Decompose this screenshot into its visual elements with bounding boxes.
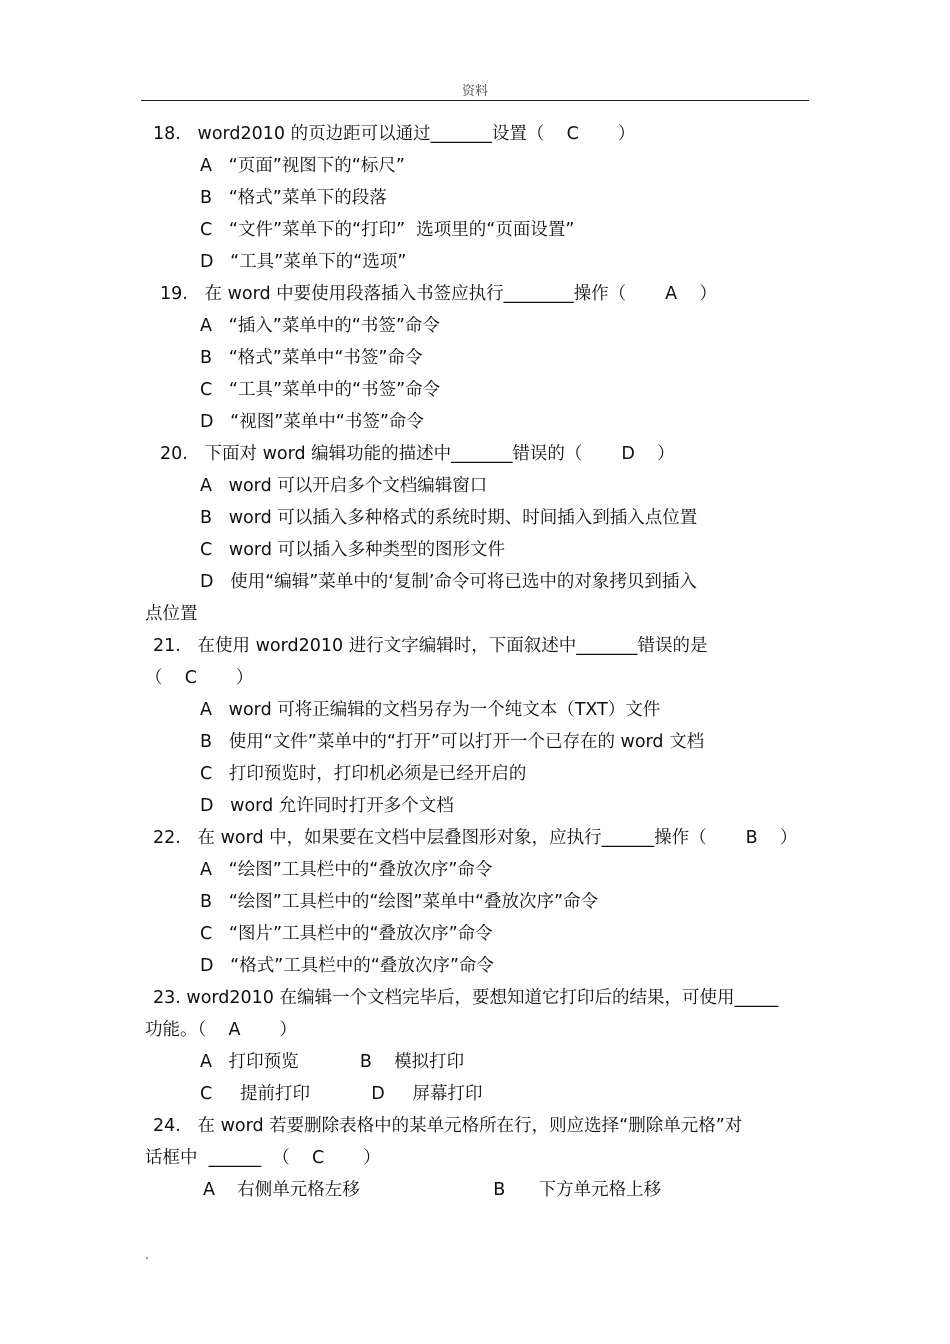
question-23-continued: 功能。（ A ） — [145, 1020, 297, 1040]
option-21-c: C 打印预览时，打印机必须是已经开启的 — [200, 764, 527, 784]
page-header: 资料 — [461, 84, 488, 99]
option-18-c: C “文件”菜单下的“打印” 选项里的“页面设置” — [200, 220, 575, 240]
question-18: 18. word2010 的页边距可以通过_______设置（ C ） — [153, 124, 636, 144]
option-18-a: A “页面”视图下的“标尺” — [200, 156, 405, 176]
option-20-b: B word 可以插入多种格式的系统时期、时间插入到插入点位置 — [200, 508, 698, 528]
option-22-c: C “图片”工具栏中的“叠放次序”命令 — [200, 924, 493, 944]
option-20-d: D 使用“编辑”菜单中的‘复制’命令可将已选中的对象拷贝到插入 — [200, 572, 697, 592]
question-24-continued: 话框中 ______ （ C ） — [145, 1148, 381, 1168]
option-20-a: A word 可以开启多个文档编辑窗口 — [200, 476, 488, 496]
option-22-a: A “绘图”工具栏中的“叠放次序”命令 — [200, 860, 493, 880]
option-20-d-continued: 点位置 — [145, 604, 198, 624]
option-22-d: D “格式”工具栏中的“叠放次序”命令 — [200, 956, 494, 976]
option-21-a: A word 可将正编辑的文档另存为一个纯文本（TXT）文件 — [200, 700, 661, 720]
options-24-ab: A 右侧单元格左移 B 下方单元格上移 — [203, 1180, 662, 1200]
option-21-d: D word 允许同时打开多个文档 — [200, 796, 454, 816]
header-rule — [141, 100, 809, 101]
option-22-b: B “绘图”工具栏中的“绘图”菜单中“叠放次序”命令 — [200, 892, 599, 912]
footer-mark: . — [145, 1248, 149, 1262]
option-20-c: C word 可以插入多种类型的图形文件 — [200, 540, 505, 560]
option-21-b: B 使用“文件”菜单中的“打开”可以打开一个已存在的 word 文档 — [200, 732, 705, 752]
option-19-b: B “格式”菜单中“书签”命令 — [200, 348, 423, 368]
question-19: 19. 在 word 中要使用段落插入书签应执行________操作（ A ） — [160, 284, 717, 304]
option-18-d: D “工具”菜单下的“选项” — [200, 252, 407, 272]
question-21-answer: （ C ） — [145, 668, 254, 688]
options-23-ab: A 打印预览 B 模拟打印 — [200, 1052, 465, 1072]
question-23: 23. word2010 在编辑一个文档完毕后，要想知道它打印后的结果，可使用_____ — [153, 988, 779, 1008]
option-19-d: D “视图”菜单中“书签”命令 — [200, 412, 424, 432]
option-19-a: A “插入”菜单中的“书签”命令 — [200, 316, 440, 336]
options-23-cd: C 提前打印 D 屏幕打印 — [200, 1084, 483, 1104]
option-19-c: C “工具”菜单中的“书签”命令 — [200, 380, 441, 400]
question-22: 22. 在 word 中，如果要在文档中层叠图形对象，应执行______操作（ B ） — [153, 828, 798, 848]
option-18-b: B “格式”菜单下的段落 — [200, 188, 387, 208]
question-24: 24. 在 word 若要删除表格中的某单元格所在行，则应选择“删除单元格”对 — [153, 1116, 743, 1136]
question-20: 20. 下面对 word 编辑功能的描述中_______错误的（ D ） — [160, 444, 675, 464]
question-21: 21. 在使用 word2010 进行文字编辑时，下面叙述中_______错误的是 — [153, 636, 708, 656]
